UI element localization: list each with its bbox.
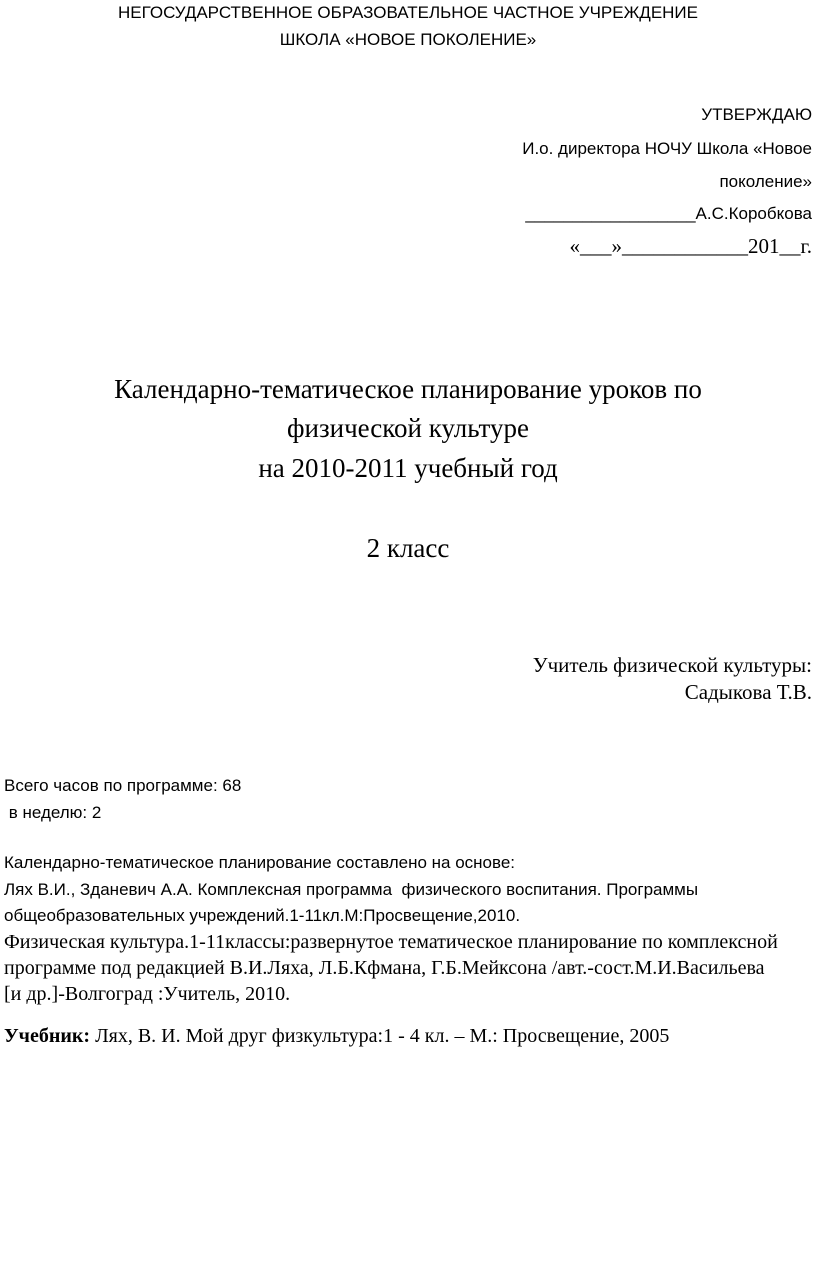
teacher-role: Учитель физической культуры: <box>532 653 812 677</box>
textbook-label: Учебник: <box>4 1025 91 1047</box>
hours-weekly: в неделю: 2 <box>4 803 102 822</box>
basis-reference2-line2: программе под редакцией В.И.Ляха, Л.Б.Кфмана, Г.Б.Мейксона /авт.-сост.М.И.Васильева <box>4 957 765 979</box>
textbook-text: Лях, В. И. Мой друг физкультура:1 - 4 кл. – М.: Просвещение, 2005 <box>90 1025 670 1047</box>
hours-total: Всего часов по программе: 68 <box>4 776 242 795</box>
grade-label: 2 класс <box>366 533 450 563</box>
approval-date: «___»____________201__г. <box>569 234 812 258</box>
teacher-name: Садыкова Т.В. <box>684 680 812 704</box>
basis-reference2-line3: [и др.]-Волгоград :Учитель, 2010. <box>4 983 291 1005</box>
approval-heading: УТВЕРЖДАЮ <box>701 105 812 124</box>
basis-reference1-line2: общеобразовательных учреждений.1-11кл.М:Просвещение,2010. <box>4 906 521 925</box>
textbook-line <box>4 1023 669 1049</box>
institution-name-line2: ШКОЛА «НОВОЕ ПОКОЛЕНИЕ» <box>279 30 537 49</box>
basis-reference1-line1: Лях В.И., Зданевич А.А. Комплексная программа физического воспитания. Программы <box>4 880 699 899</box>
approval-position-line2: поколение» <box>719 172 812 191</box>
basis-heading: Календарно-тематическое планирование составлено на основе: <box>4 853 516 872</box>
document-title-line1: Календарно-тематическое планирование уроков по <box>114 374 702 404</box>
institution-name-line1: НЕГОСУДАРСТВЕННОЕ ОБРАЗОВАТЕЛЬНОЕ ЧАСТНОЕ УЧРЕЖДЕНИЕ <box>117 3 698 22</box>
basis-reference2-line1: Физическая культура.1-11классы:развернутое тематическое планирование по комплексной <box>4 931 778 953</box>
approval-position-line1: И.о. директора НОЧУ Школа «Новое <box>522 139 812 158</box>
document-title-line2: физической культуре <box>287 413 529 443</box>
document-title-line3: на 2010-2011 учебный год <box>258 453 558 483</box>
approval-signature: __________________А.С.Коробкова <box>525 204 812 223</box>
